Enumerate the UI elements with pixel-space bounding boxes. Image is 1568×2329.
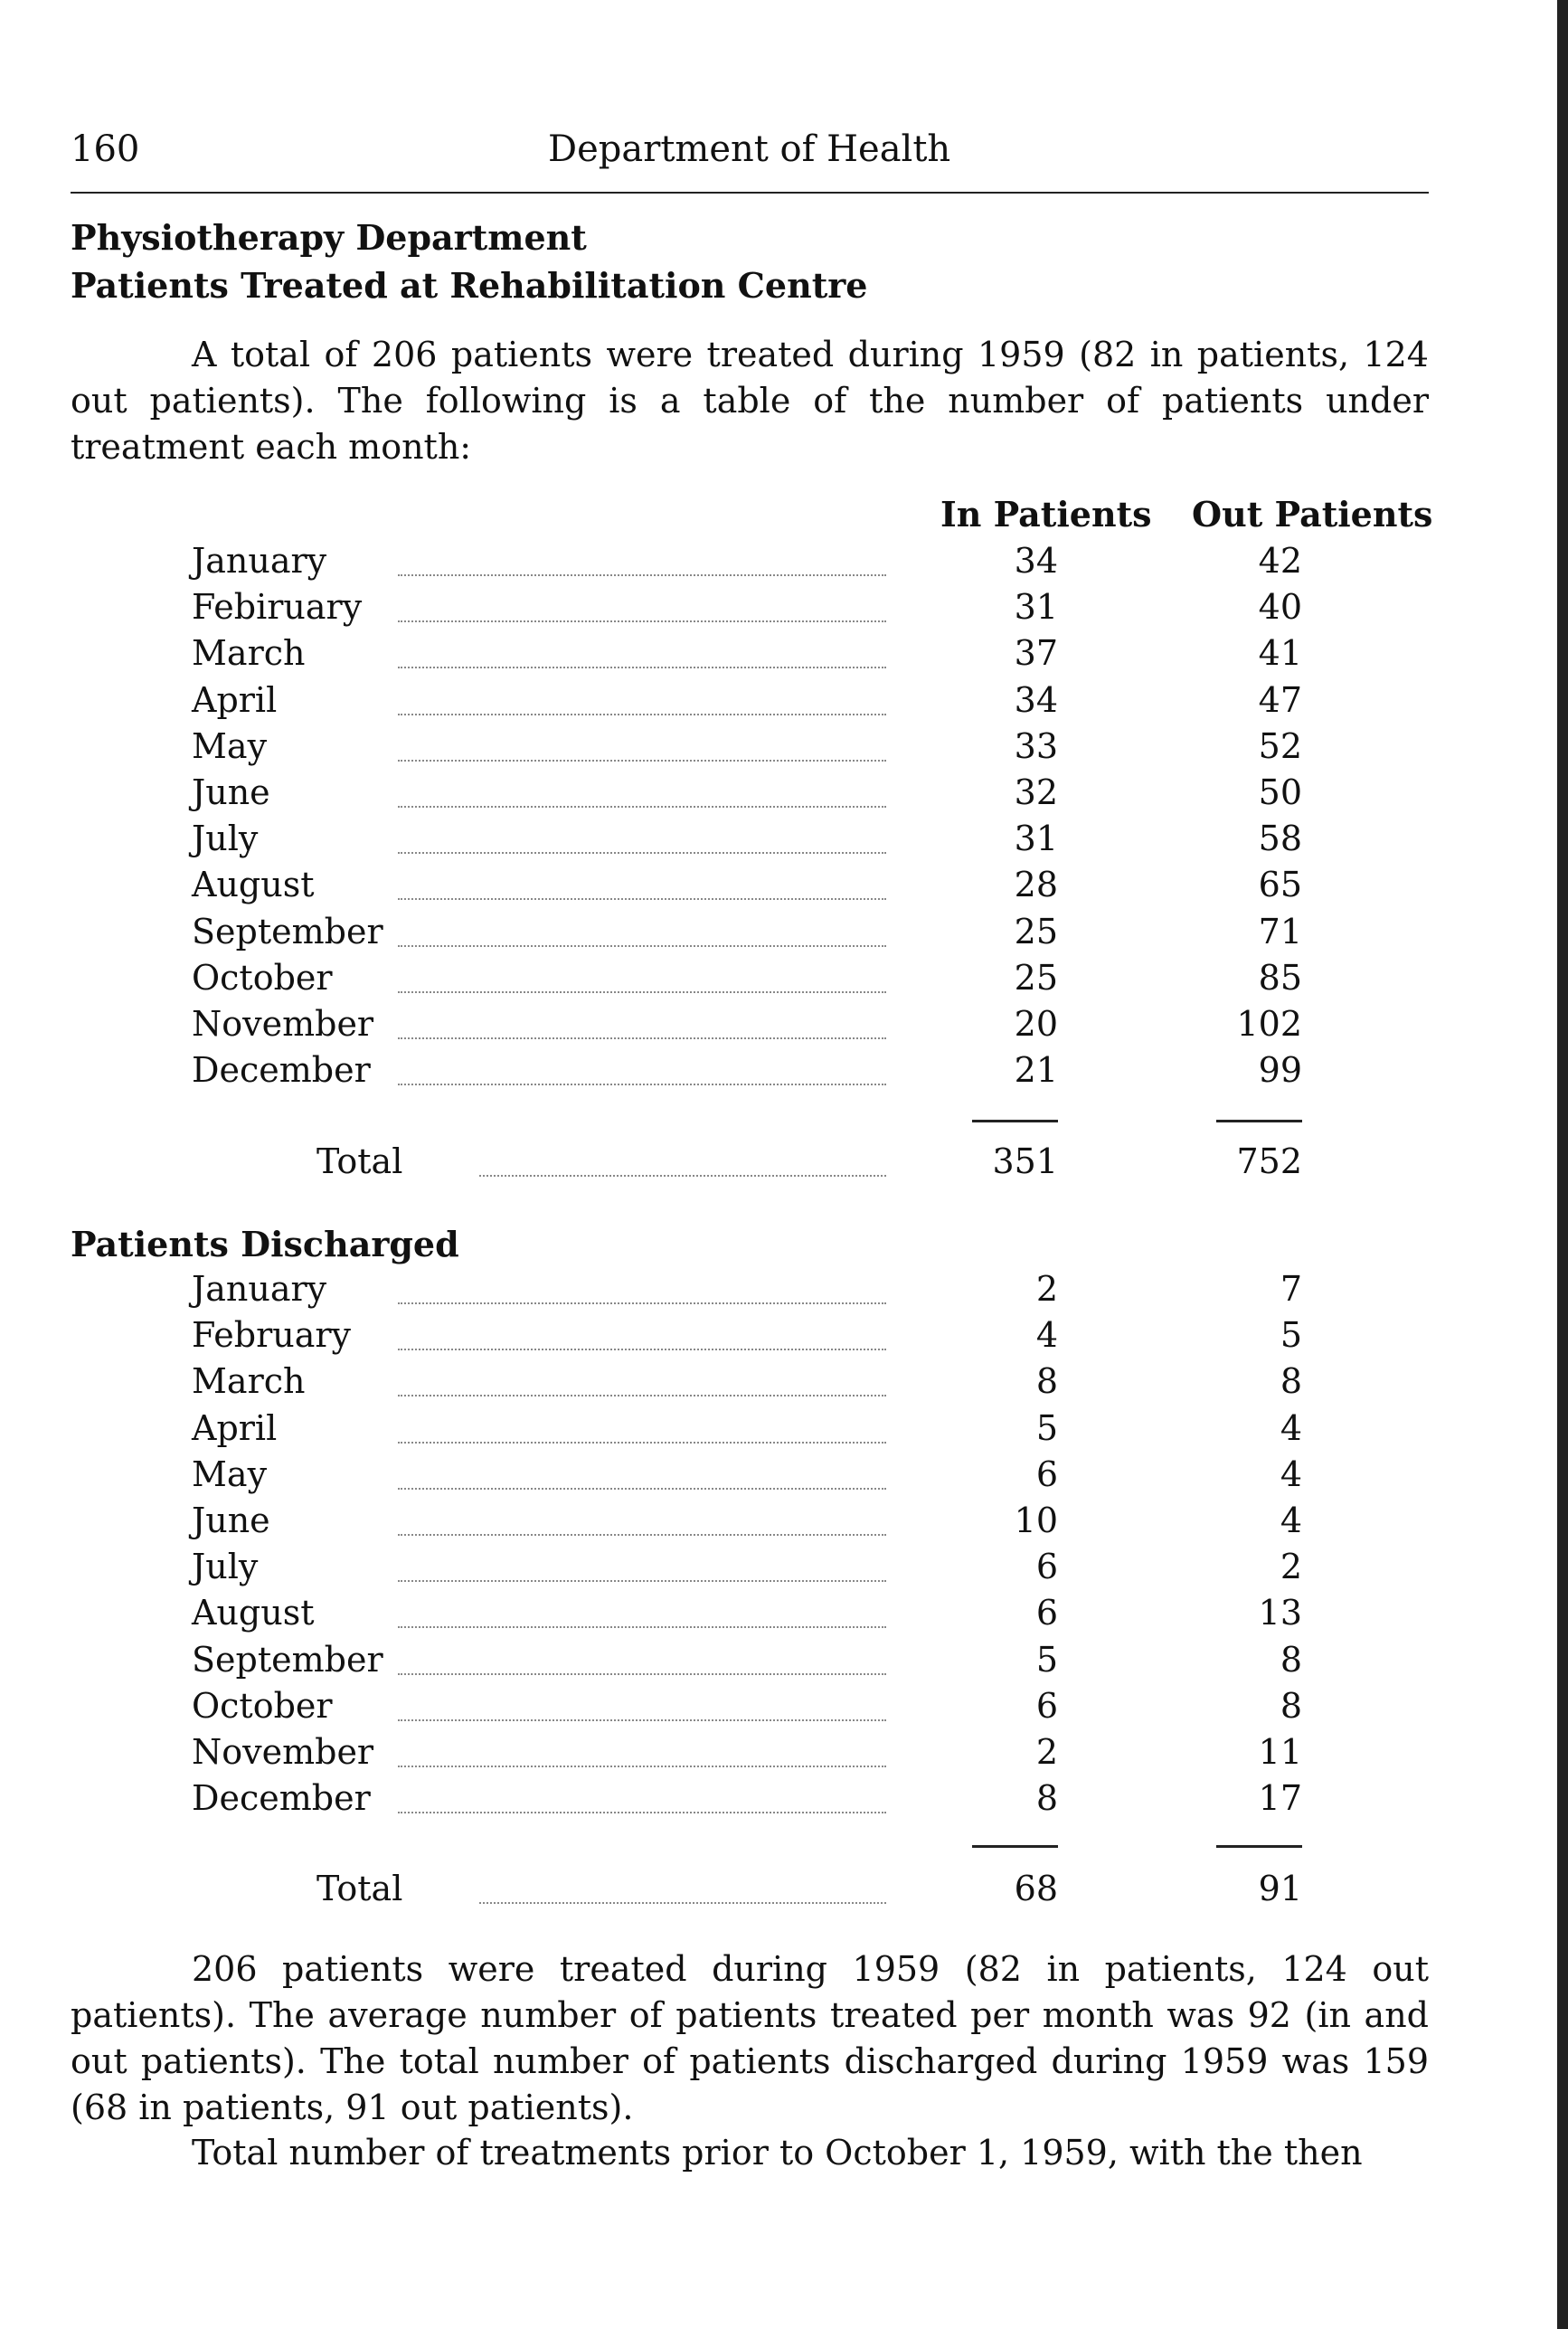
sum-rule-in	[972, 1120, 1058, 1122]
dot-leader	[398, 945, 886, 947]
running-head: Department of Health	[548, 128, 951, 170]
table-row	[0, 1593, 1568, 1639]
out-patients-value: 47	[1258, 679, 1302, 720]
month-label: April	[192, 679, 278, 720]
dot-leader	[398, 1812, 886, 1813]
in-patients-value: 25	[1014, 911, 1058, 951]
intro-paragraph: A total of 206 patients were treated during 1959 (82 in patients, 124 out patients). The following is a table of the number of patients under treatment each month:	[71, 335, 1429, 467]
in-patients-value: 6	[1035, 1685, 1058, 1726]
out-patients-value: 11	[1258, 1732, 1302, 1772]
out-patients-value: 58	[1258, 819, 1302, 859]
total-label: Total	[316, 1141, 403, 1181]
sum-rule-out	[1216, 1845, 1302, 1848]
table-row	[0, 1315, 1568, 1361]
column-header-out-patients: Out Patients	[1192, 494, 1433, 535]
month-label: February	[192, 1315, 352, 1356]
dot-leader	[398, 1037, 886, 1039]
out-patients-value: 50	[1258, 772, 1302, 812]
in-patients-value: 37	[1014, 633, 1058, 674]
dot-leader	[398, 1534, 886, 1536]
dot-leader	[398, 574, 886, 576]
dot-leader	[398, 1673, 886, 1675]
dot-leader	[398, 1302, 886, 1304]
month-label: January	[192, 541, 327, 581]
month-label: October	[192, 1685, 333, 1726]
dot-leader	[398, 1580, 886, 1582]
in-patients-value: 8	[1035, 1361, 1058, 1402]
dot-leader	[398, 1442, 886, 1444]
in-patients-value: 8	[1035, 1778, 1058, 1819]
out-patients-value: 4	[1280, 1407, 1302, 1448]
month-label: March	[192, 1361, 306, 1402]
dot-leader	[398, 852, 886, 854]
in-patients-value: 34	[1014, 541, 1058, 581]
sum-rule-out	[1216, 1120, 1302, 1122]
in-patients-value: 6	[1035, 1593, 1058, 1633]
dot-leader	[398, 991, 886, 993]
out-patients-value: 2	[1280, 1547, 1302, 1587]
in-patients-value: 4	[1035, 1315, 1058, 1356]
page-header	[71, 128, 1429, 183]
dot-leader	[398, 1349, 886, 1350]
dot-leader	[398, 806, 886, 808]
month-label: May	[192, 725, 268, 766]
dot-leader	[398, 760, 886, 762]
header-rule	[71, 192, 1429, 194]
sum-rule-in	[972, 1845, 1058, 1848]
table-row	[0, 958, 1568, 1004]
out-patients-value: 13	[1258, 1593, 1302, 1633]
out-patients-value: 71	[1258, 911, 1302, 951]
table-row	[0, 633, 1568, 679]
dot-leader	[479, 1902, 886, 1904]
month-label: June	[192, 772, 270, 812]
dot-leader	[398, 1766, 886, 1767]
out-patients-value: 40	[1258, 587, 1302, 628]
table-row	[0, 912, 1568, 958]
month-label: December	[192, 1050, 371, 1091]
in-patients-value: 6	[1035, 1547, 1058, 1587]
in-patients-value: 32	[1014, 772, 1058, 812]
in-patients-value: 10	[1014, 1501, 1058, 1540]
dot-leader	[398, 898, 886, 900]
total-out-value: 752	[1236, 1141, 1302, 1181]
table-row	[0, 541, 1568, 587]
table-row	[0, 772, 1568, 819]
month-label: September	[192, 911, 383, 951]
out-patients-value: 17	[1258, 1778, 1302, 1819]
summary-paragraph: 206 patients were treated during 1959 (82 in patients, 124 out patients). The average number of patients treated per month was 92 (in and out patients). The total number of patients discharged during 1959 was 159 (68 in patients, 91 out patients).	[71, 1949, 1429, 2127]
dot-leader	[398, 1488, 886, 1490]
in-patients-value: 5	[1035, 1407, 1058, 1448]
total-out-value: 91	[1258, 1869, 1302, 1908]
table-row	[0, 1732, 1568, 1778]
in-patients-value: 34	[1014, 679, 1058, 720]
closing-paragraph: Total number of treatments prior to October 1, 1959, with the then	[192, 2133, 1363, 2173]
dot-leader	[398, 1395, 886, 1396]
section-heading: Physiotherapy Department	[71, 217, 587, 258]
table-row	[0, 1640, 1568, 1686]
out-patients-value: 52	[1258, 725, 1302, 766]
table-row	[0, 1408, 1568, 1454]
table-row	[0, 1361, 1568, 1407]
total-row	[0, 1869, 1568, 1915]
month-label: July	[192, 1547, 259, 1587]
dot-leader	[398, 1084, 886, 1085]
table-row	[0, 865, 1568, 911]
dot-leader	[398, 667, 886, 668]
total-in-value: 68	[1014, 1869, 1058, 1908]
total-in-value: 351	[992, 1141, 1058, 1181]
in-patients-value: 2	[1035, 1732, 1058, 1772]
out-patients-value: 4	[1280, 1501, 1302, 1540]
month-label: August	[192, 1593, 315, 1633]
month-label: November	[192, 1004, 374, 1044]
month-label: March	[192, 633, 306, 674]
out-patients-value: 85	[1258, 957, 1302, 998]
out-patients-value: 7	[1280, 1269, 1302, 1309]
month-label: Febiruary	[192, 587, 363, 628]
in-patients-value: 20	[1014, 1004, 1058, 1044]
out-patients-value: 8	[1280, 1685, 1302, 1726]
out-patients-value: 42	[1258, 541, 1302, 581]
out-patients-value: 5	[1280, 1315, 1302, 1356]
table-row	[0, 819, 1568, 865]
dot-leader	[398, 620, 886, 622]
dot-leader	[398, 1719, 886, 1721]
table-row	[0, 1547, 1568, 1593]
out-patients-value: 8	[1280, 1639, 1302, 1680]
month-label: September	[192, 1639, 383, 1680]
discharged-heading: Patients Discharged	[71, 1224, 459, 1264]
month-label: January	[192, 1269, 327, 1309]
in-patients-value: 31	[1014, 819, 1058, 859]
out-patients-value: 65	[1258, 865, 1302, 905]
month-label: November	[192, 1732, 374, 1772]
total-row	[0, 1141, 1568, 1188]
table-row	[0, 1501, 1568, 1547]
table-row	[0, 680, 1568, 726]
table-row	[0, 1050, 1568, 1096]
in-patients-value: 21	[1014, 1050, 1058, 1091]
out-patients-value: 41	[1258, 633, 1302, 674]
in-patients-value: 31	[1014, 587, 1058, 628]
out-patients-value: 102	[1236, 1004, 1302, 1044]
table-row	[0, 726, 1568, 772]
table-row	[0, 1778, 1568, 1824]
in-patients-value: 25	[1014, 957, 1058, 998]
table-row	[0, 1269, 1568, 1315]
table-row	[0, 1454, 1568, 1501]
page-number: 160	[71, 128, 140, 170]
total-label: Total	[316, 1869, 403, 1908]
month-label: December	[192, 1778, 371, 1819]
month-label: October	[192, 957, 333, 998]
in-patients-value: 2	[1035, 1269, 1058, 1309]
out-patients-value: 8	[1280, 1361, 1302, 1402]
in-patients-value: 6	[1035, 1453, 1058, 1494]
dot-leader	[398, 714, 886, 715]
month-label: May	[192, 1453, 268, 1494]
section-subheading: Patients Treated at Rehabilitation Centre	[71, 265, 868, 306]
out-patients-value: 99	[1258, 1050, 1302, 1091]
month-label: July	[192, 819, 259, 859]
table-row	[0, 1004, 1568, 1050]
in-patients-value: 28	[1014, 865, 1058, 905]
in-patients-value: 5	[1035, 1639, 1058, 1680]
month-label: June	[192, 1501, 270, 1540]
dot-leader	[479, 1175, 886, 1177]
column-header-in-patients: In Patients	[940, 494, 1152, 535]
out-patients-value: 4	[1280, 1453, 1302, 1494]
month-label: August	[192, 865, 315, 905]
in-patients-value: 33	[1014, 725, 1058, 766]
table-row	[0, 587, 1568, 633]
table-row	[0, 1686, 1568, 1732]
dot-leader	[398, 1626, 886, 1628]
month-label: April	[192, 1407, 278, 1448]
